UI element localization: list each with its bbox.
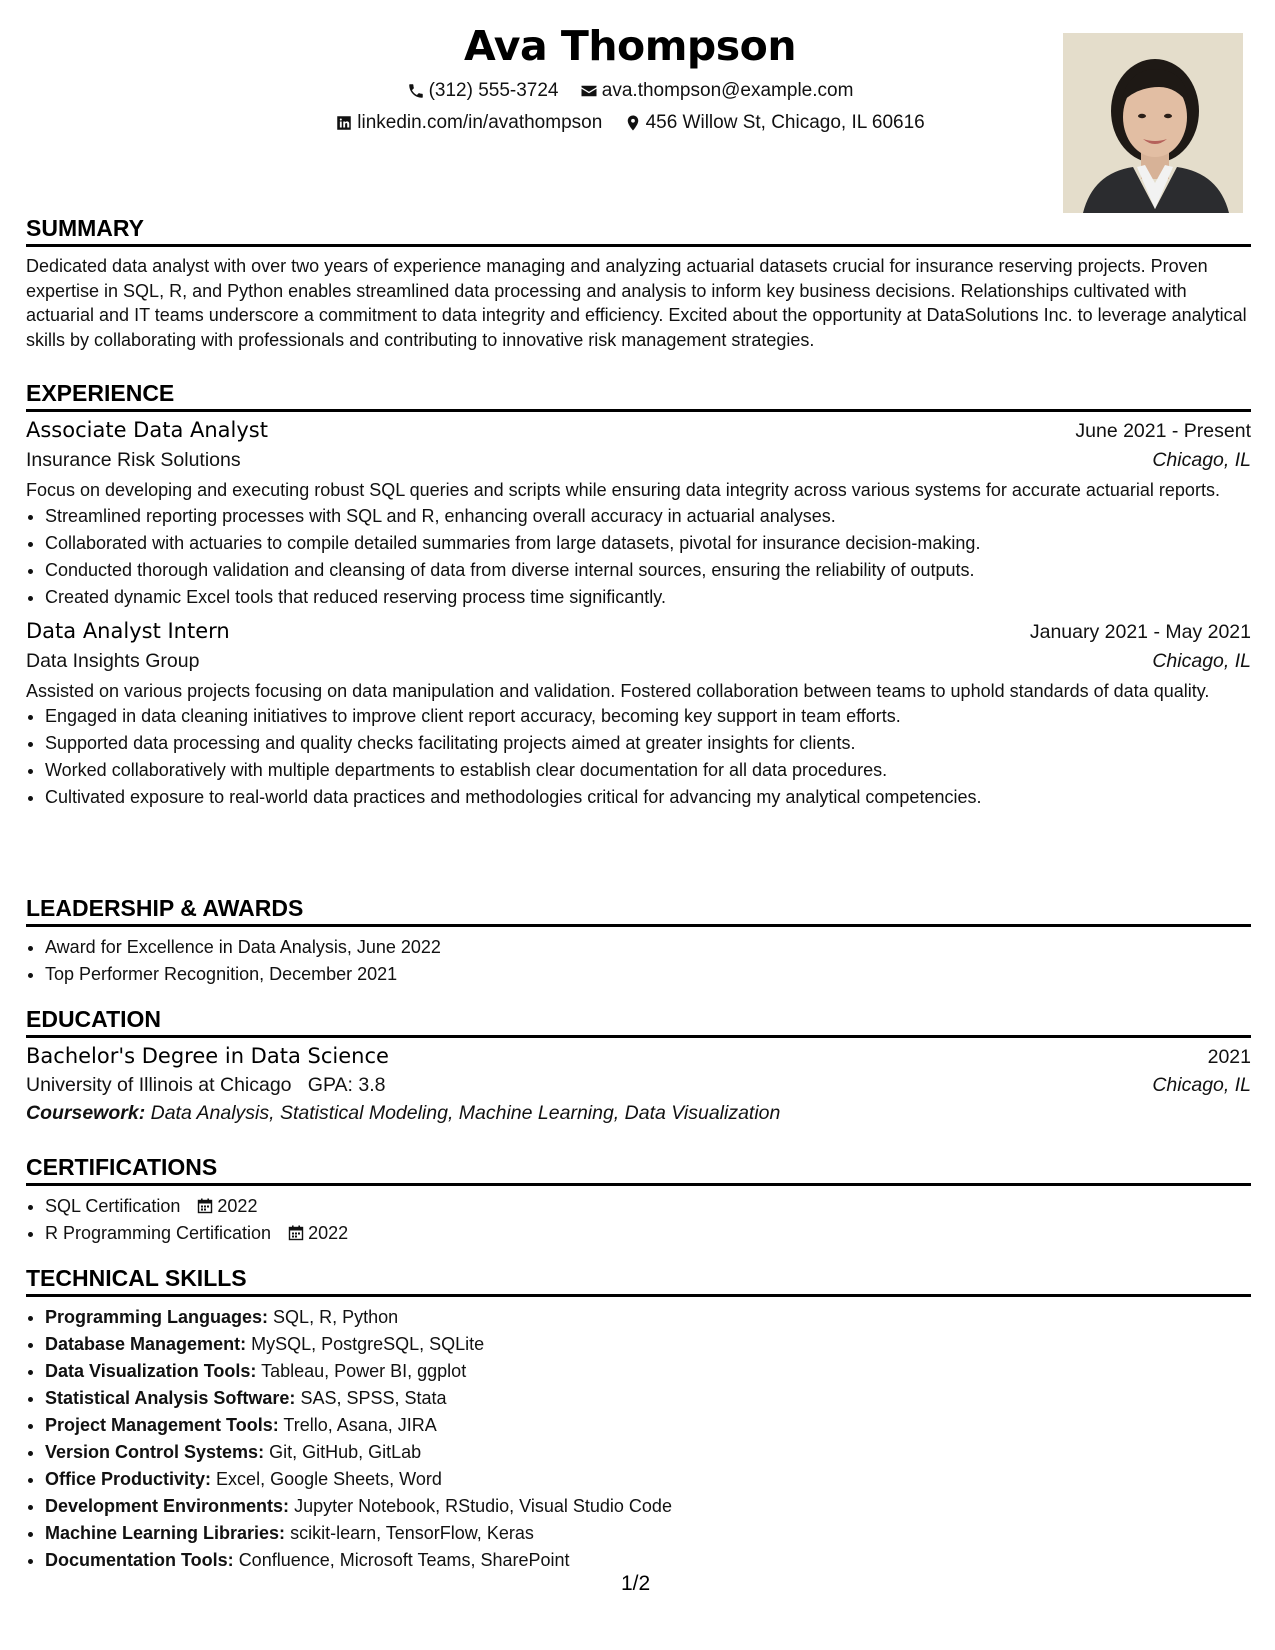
- address-item: [624, 112, 925, 134]
- job-bullets: [26, 703, 1251, 811]
- candidate-name: Ava Thompson: [463, 22, 797, 70]
- education-heading: EDUCATION: [26, 1006, 1251, 1038]
- page-number: 1/2: [621, 1572, 651, 1595]
- skill-value: SAS, SPSS, Stata: [300, 1388, 447, 1408]
- leadership-heading: LEADERSHIP & AWARDS: [26, 895, 1251, 927]
- certifications-heading: CERTIFICATIONS: [26, 1154, 1251, 1186]
- job-company-row: [26, 449, 1251, 472]
- address-text: 456 Willow St, Chicago, IL 60616: [645, 112, 925, 133]
- school-row: [26, 1074, 1251, 1097]
- job-company: Data Insights Group: [26, 649, 200, 672]
- skill-label: Version Control Systems:: [45, 1442, 265, 1462]
- award-item: • Top Performer Recognition, December 2021: [45, 961, 1251, 988]
- skill-item: [45, 1547, 1251, 1574]
- email-item[interactable]: [580, 80, 854, 102]
- skills-section: [26, 1265, 1251, 1574]
- job-location: Chicago, IL: [1152, 649, 1251, 672]
- certification-year: 2022: [217, 1196, 258, 1216]
- skill-value: Trello, Asana, JIRA: [283, 1415, 437, 1435]
- skill-item: [45, 1358, 1251, 1385]
- job-company: Insurance Risk Solutions: [26, 449, 241, 471]
- job-bullet: • Worked collaboratively with multiple departments to establish clear documentation for all data procedures.: [45, 757, 1251, 784]
- job-bullet: • Conducted thorough validation and cleansing of data from diverse internal sources, ensuring the reliability of outputs.: [45, 557, 1251, 584]
- job-description: Focus on developing and executing robust SQL queries and scripts while ensuring data integrity across various systems for accurate actuarial reports.: [26, 480, 1220, 500]
- gpa: GPA: 3.8: [307, 1074, 386, 1096]
- leadership-section: [26, 895, 1251, 988]
- job-dates: January 2021 - May 2021: [1029, 620, 1251, 643]
- skill-value: SQL, R, Python: [273, 1307, 399, 1327]
- summary-section: [26, 215, 1251, 352]
- profile-photo: [1063, 33, 1243, 213]
- summary-text: Dedicated data analyst with over two years of experience managing and analyzing actuarial datasets crucial for insurance reserving projects. Proven expertise in SQL, R, and Python enables streamlined data processing and analysis to inform key business decisions. Relationships cultivated with actuarial and IT teams underscore a commitment to data integrity and efficiency. Excited about the opportunity at DataSolutions Inc. to leverage analytical skills by collaborating with professionals and contributing to innovative risk management strategies.: [26, 256, 1247, 350]
- skill-item: [45, 1439, 1251, 1466]
- skills-list: [26, 1304, 1251, 1574]
- skill-label: Statistical Analysis Software:: [45, 1388, 296, 1408]
- school-location: Chicago, IL: [1152, 1074, 1251, 1096]
- skill-item: [45, 1331, 1251, 1358]
- skill-item: [45, 1493, 1251, 1520]
- skill-value: Tableau, Power BI, ggplot: [261, 1361, 467, 1381]
- skill-value: Confluence, Microsoft Teams, SharePoint: [238, 1550, 570, 1570]
- awards-list: [26, 934, 1251, 988]
- skill-value: Git, GitHub, GitLab: [269, 1442, 422, 1462]
- envelope-icon: [580, 82, 598, 100]
- job-entry: [26, 619, 1251, 812]
- coursework-label: Coursework:: [26, 1102, 146, 1124]
- job-bullet: • Engaged in data cleaning initiatives to improve client report accuracy, becoming key support in team efforts.: [45, 703, 1251, 730]
- job-bullet: • Created dynamic Excel tools that reduced reserving process time significantly.: [45, 584, 1251, 611]
- certifications-list: [26, 1193, 1251, 1247]
- coursework-list: Data Analysis, Statistical Modeling, Machine Learning, Data Visualization: [150, 1102, 781, 1124]
- skill-label: Programming Languages:: [45, 1307, 269, 1327]
- skill-label: Machine Learning Libraries:: [45, 1523, 286, 1543]
- skill-item: [45, 1466, 1251, 1493]
- summary-heading: SUMMARY: [26, 215, 1251, 247]
- linkedin-item[interactable]: [335, 112, 602, 134]
- certification-name: SQL Certification: [45, 1196, 181, 1216]
- certification-name: R Programming Certification: [45, 1223, 272, 1243]
- calendar-icon: [288, 1225, 304, 1241]
- job-title: Data Analyst Intern: [26, 618, 230, 643]
- calendar-icon: [197, 1198, 213, 1214]
- phone-icon: [407, 82, 425, 100]
- skill-label: Project Management Tools:: [45, 1415, 279, 1435]
- job-location: Chicago, IL: [1152, 449, 1251, 471]
- linkedin-icon: [335, 114, 353, 132]
- skill-item: [45, 1304, 1251, 1331]
- skill-value: scikit-learn, TensorFlow, Keras: [290, 1523, 534, 1543]
- skill-item: [45, 1520, 1251, 1547]
- job-bullets: [26, 503, 1251, 611]
- skills-heading: TECHNICAL SKILLS: [26, 1265, 1251, 1297]
- coursework-line: [26, 1102, 1251, 1125]
- contact-line-1: [26, 80, 1234, 106]
- map-pin-icon: [624, 114, 642, 132]
- education-section: [26, 1006, 1251, 1125]
- certification-year: 2022: [308, 1223, 349, 1243]
- skill-label: Data Visualization Tools:: [45, 1361, 257, 1381]
- job-description: Assisted on various projects focusing on data manipulation and validation. Fostered collaboration between teams to uphold standards of data quality.: [26, 680, 1210, 701]
- job-title: Associate Data Analyst: [26, 418, 268, 442]
- certification-item: [45, 1220, 1251, 1247]
- certifications-section: [26, 1154, 1251, 1247]
- phone-item: [407, 80, 559, 102]
- job-title-row: [26, 619, 1251, 644]
- skill-value: Jupyter Notebook, RStudio, Visual Studio Code: [294, 1496, 672, 1516]
- resume-page: [26, 0, 1251, 1650]
- portrait-image: [1063, 33, 1243, 213]
- contact-line-2: [26, 112, 1234, 138]
- linkedin-link[interactable]: linkedin.com/in/avathompson: [357, 112, 603, 133]
- skill-value: MySQL, PostgreSQL, SQLite: [251, 1334, 485, 1354]
- job-bullet: • Supported data processing and quality checks facilitating projects aimed at greater insights for clients.: [45, 730, 1251, 757]
- graduation-year: 2021: [1207, 1046, 1251, 1068]
- certification-item: [45, 1193, 1251, 1220]
- skill-value: Excel, Google Sheets, Word: [216, 1469, 442, 1489]
- award-item: • Award for Excellence in Data Analysis, June 2022: [45, 934, 1251, 961]
- skill-item: [45, 1385, 1251, 1412]
- degree-title: Bachelor's Degree in Data Science: [26, 1044, 389, 1068]
- skill-label: Documentation Tools:: [45, 1550, 234, 1570]
- resume-header: [26, 0, 1251, 215]
- job-title-row: [26, 418, 1251, 443]
- skill-item: [45, 1412, 1251, 1439]
- job-entry: [26, 418, 1251, 611]
- skill-label: Office Productivity:: [45, 1469, 212, 1489]
- experience-section: [26, 380, 1251, 811]
- degree-row: [26, 1044, 1251, 1069]
- experience-heading: EXPERIENCE: [26, 380, 1251, 412]
- school-info: [26, 1074, 385, 1097]
- job-dates: June 2021 - Present: [1075, 420, 1251, 442]
- job-bullet: • Cultivated exposure to real-world data practices and methodologies critical for advancing my analytical competencies.: [45, 784, 1251, 811]
- skill-label: Development Environments:: [45, 1496, 290, 1516]
- email-link[interactable]: ava.thompson@example.com: [601, 80, 854, 101]
- job-bullet: • Collaborated with actuaries to compile detailed summaries from large datasets, pivotal for insurance decision-making.: [45, 530, 1251, 557]
- skill-label: Database Management:: [45, 1334, 247, 1354]
- job-company-row: [26, 650, 1251, 673]
- job-bullet: • Streamlined reporting processes with SQL and R, enhancing overall accuracy in actuarial analyses.: [45, 503, 1251, 530]
- school-name: University of Illinois at Chicago: [26, 1074, 292, 1096]
- phone-text: (312) 555-3724: [428, 80, 559, 101]
